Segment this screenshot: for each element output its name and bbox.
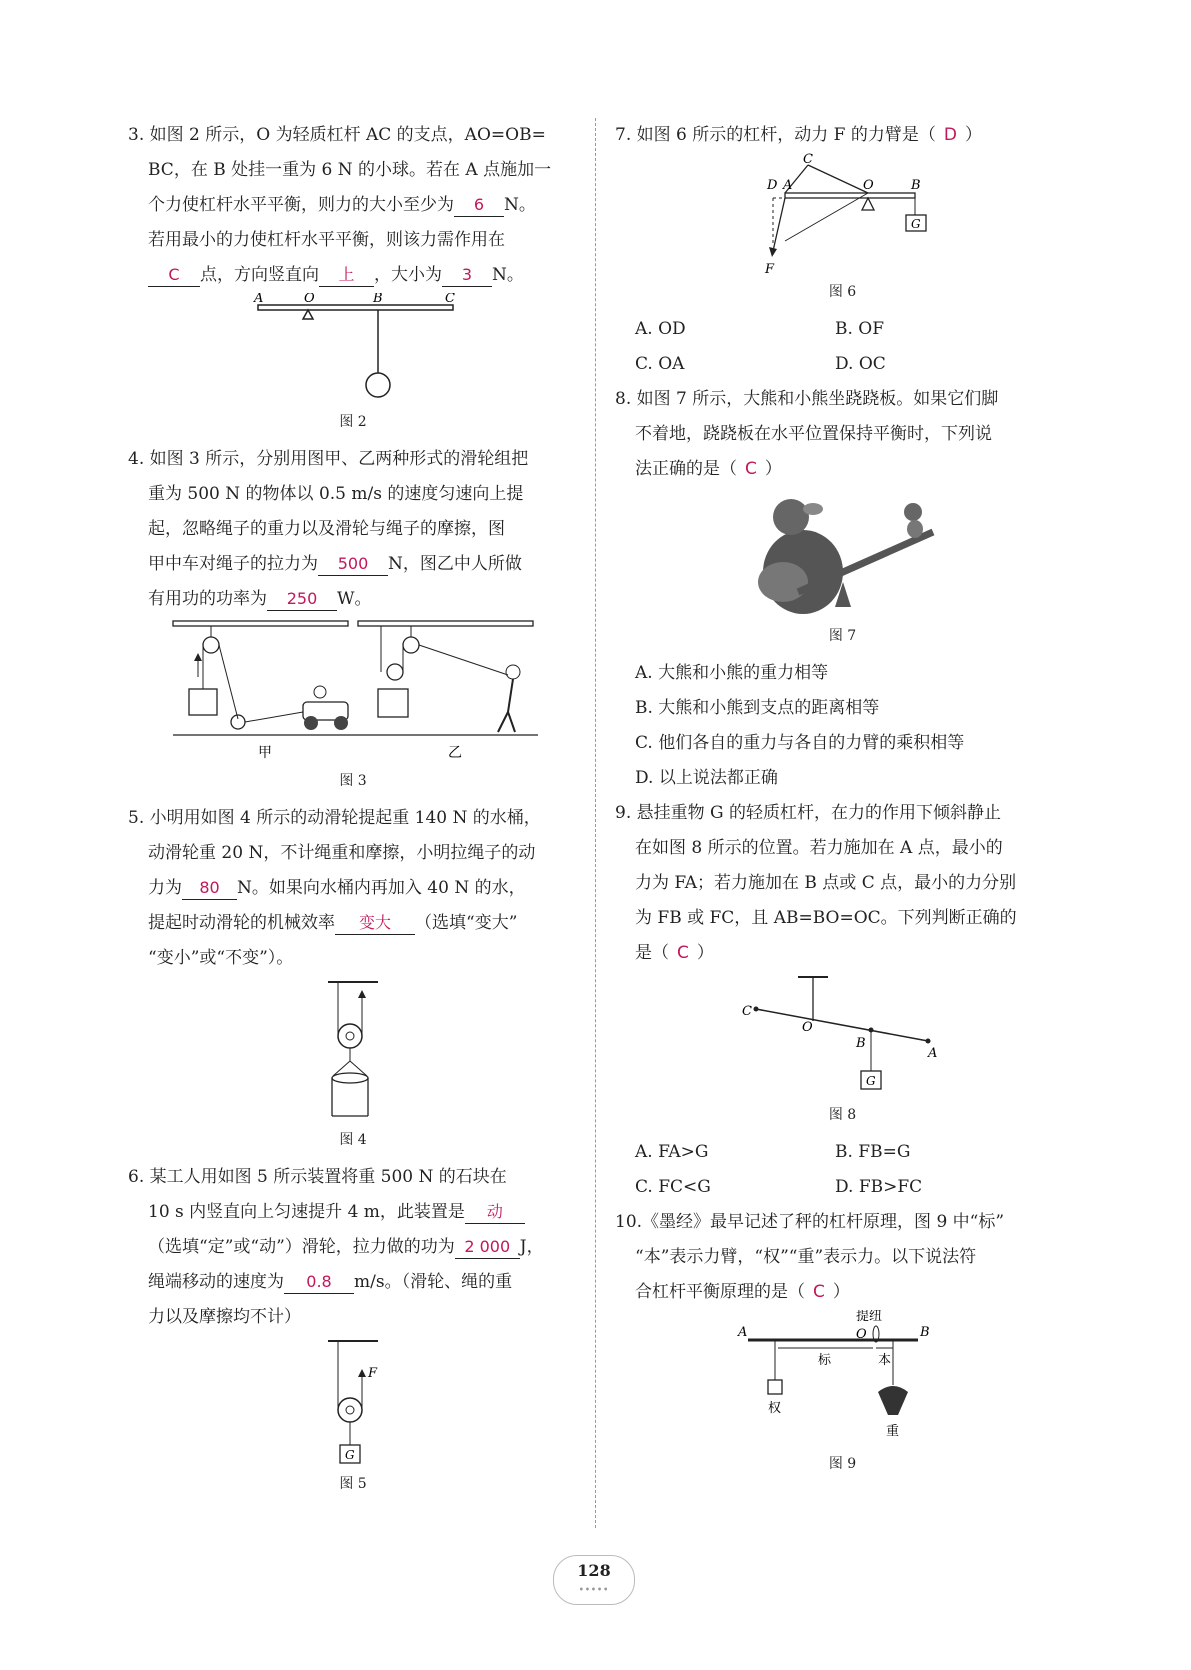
question-9	[615, 796, 1070, 1205]
q4-line5b: W。	[337, 589, 372, 609]
q7-option-c: C. OA	[635, 354, 685, 374]
question-6	[128, 1160, 578, 1494]
q8-option-d: D. 以上说法都正确	[635, 768, 778, 788]
q7-option-a: A. OD	[635, 319, 686, 339]
figure-2-lever	[238, 293, 468, 408]
q8-line3b: ）	[764, 459, 782, 479]
figure-2-caption: 图 2	[339, 414, 367, 430]
question-5	[128, 801, 578, 1150]
figure-5-caption: 图 5	[339, 1476, 367, 1492]
fig6-label-g: G	[910, 217, 921, 231]
q10-answer: C	[813, 1282, 825, 1302]
q10-line2: “本”表示力臂，“权”“重”表示力。以下说法符	[635, 1247, 977, 1267]
fig3-label-yi: 乙	[448, 745, 462, 761]
q6-line1: 6. 某工人用如图 5 所示装置将重 500 N 的石块在	[128, 1167, 507, 1187]
q4-answer-1: 500	[318, 553, 388, 576]
q8-options	[615, 656, 1070, 796]
q7-option-b: B. OF	[835, 319, 885, 339]
q9-line1: 9. 悬挂重物 G 的轻质杠杆，在力的作用下倾斜静止	[615, 803, 1002, 823]
q6-line5: 力以及摩擦均不计）	[148, 1307, 301, 1327]
page-number-dots: •••••	[578, 1584, 610, 1594]
figure-8-caption: 图 8	[828, 1107, 857, 1123]
q8-line3a: 法正确的是（	[635, 459, 737, 479]
fig9-label-zhong: 重	[885, 1424, 899, 1439]
fig6-label-b: B	[910, 178, 921, 193]
q9-option-a: A. FA>G	[635, 1142, 709, 1162]
q3-line5c: N。	[492, 265, 524, 285]
fig2-label-a: A	[254, 293, 264, 306]
fig8-label-g: G	[865, 1074, 876, 1088]
q10-line1: 10.《墨经》最早记述了秤的杠杆原理，图 9 中“标”	[615, 1212, 1005, 1232]
fig6-label-a: A	[782, 178, 792, 193]
figure-9-steelyard	[728, 1310, 958, 1450]
fig8-label-a: A	[927, 1046, 937, 1061]
q6-answer-2: 2 000	[455, 1236, 520, 1259]
fig2-label-b: B	[373, 293, 383, 306]
q7-answer: D	[943, 125, 957, 145]
figure-4-caption: 图 4	[339, 1132, 367, 1148]
q8-option-b: B. 大熊和小熊到支点的距离相等	[635, 698, 880, 718]
q6-line2a: 10 s 内竖直向上匀速提升 4 m，此装置是	[148, 1202, 465, 1222]
q3-answer-1: 6	[454, 194, 504, 217]
question-8	[615, 382, 1070, 796]
q5-line4a: 提起时动滑轮的机械效率	[148, 913, 335, 933]
q9-line5b: ）	[696, 943, 714, 963]
figure-5-movable-pulley	[293, 1335, 413, 1470]
fig9-label-tiniu: 提纽	[855, 1310, 882, 1324]
page-number	[553, 1555, 635, 1605]
fig6-label-c: C	[802, 153, 813, 167]
q7-option-d: D. OC	[835, 354, 886, 374]
right-column	[615, 118, 1070, 1484]
q3-line1: 3. 如图 2 所示，O 为轻质杠杆 AC 的支点，AO=OB=	[128, 125, 546, 145]
question-7	[615, 118, 1070, 382]
figure-7-caption: 图 7	[828, 628, 857, 644]
q4-line2: 重为 500 N 的物体以 0.5 m/s 的速度匀速向上提	[148, 484, 524, 504]
question-3	[128, 118, 578, 432]
q3-line3b: N。	[504, 195, 536, 215]
q3-line2: BC，在 B 处挂一重为 6 N 的小球。若在 A 点施加一	[148, 160, 552, 180]
q3-line4: 若用最小的力使杠杆水平平衡，则该力需作用在	[148, 230, 505, 250]
q8-line2: 不着地，跷跷板在水平位置保持平衡时，下列说	[635, 424, 992, 444]
q9-line3: 力为 FA；若力施加在 B 点或 C 点，最小的力分别	[635, 873, 1017, 893]
fig6-label-o: O	[862, 178, 874, 193]
figure-8-tilted-lever	[728, 971, 958, 1101]
q3-answer-4: 3	[442, 264, 492, 287]
fig6-label-f: F	[764, 262, 774, 277]
q8-line1: 8. 如图 7 所示，大熊和小熊坐跷跷板。如果它们脚	[615, 389, 999, 409]
q4-answer-2: 250	[267, 588, 337, 611]
figure-9-caption: 图 9	[828, 1456, 857, 1472]
q5-line2: 动滑轮重 20 N，不计绳重和摩擦，小明拉绳子的动	[148, 843, 536, 863]
q7-options	[615, 312, 1070, 382]
q7-line1a: 7. 如图 6 所示的杠杆，动力 F 的力臂是（	[615, 125, 936, 145]
q8-answer: C	[745, 459, 757, 479]
figure-4-movable-pulley-bucket	[293, 976, 413, 1126]
q9-answer: C	[677, 943, 689, 963]
figure-3-caption: 图 3	[339, 773, 367, 789]
q9-option-c: C. FC<G	[635, 1177, 711, 1197]
fig2-label-c: C	[445, 293, 455, 306]
q3-line5b: ，大小为	[374, 265, 442, 285]
q3-answer-3: 上	[319, 264, 374, 287]
fig9-label-ben: 本	[877, 1353, 891, 1368]
q3-line3a: 个力使杠杆水平平衡，则力的大小至少为	[148, 195, 454, 215]
q4-line4b: N，图乙中人所做	[388, 554, 522, 574]
figure-6-caption: 图 6	[828, 284, 857, 300]
q9-line5a: 是（	[635, 943, 669, 963]
fig9-label-b: B	[919, 1325, 930, 1340]
page-number-text: 128	[577, 1561, 611, 1580]
q5-line4b: （选填“变大”	[415, 913, 518, 933]
fig8-label-o: O	[801, 1020, 813, 1035]
q4-line5a: 有用功的功率为	[148, 589, 267, 609]
figure-3-pulley-systems	[153, 617, 553, 767]
q10-line3b: ）	[832, 1282, 850, 1302]
fig3-label-jia: 甲	[258, 745, 272, 761]
figure-7-bears-seesaw	[743, 487, 943, 622]
q4-line4a: 甲中车对绳子的拉力为	[148, 554, 318, 574]
question-10	[615, 1205, 1070, 1474]
fig9-label-o: O	[855, 1327, 867, 1342]
q7-line1b: ）	[964, 125, 982, 145]
q6-answer-1: 动	[465, 1201, 525, 1224]
q3-line5a: 点，方向竖直向	[200, 265, 319, 285]
q6-line4b: m/s。（滑轮、绳的重	[354, 1272, 513, 1292]
q5-line3a: 力为	[148, 878, 182, 898]
q5-answer-2: 变大	[335, 912, 415, 935]
q6-line3a: （选填“定”或“动”）滑轮，拉力做的功为	[148, 1237, 455, 1257]
figure-6-lever-with-force	[743, 153, 943, 278]
fig6-label-d: D	[766, 178, 777, 193]
left-column	[128, 118, 578, 1504]
q9-line2: 在如图 8 所示的位置。若力施加在 A 点，最小的	[635, 838, 1003, 858]
q6-answer-3: 0.8	[284, 1271, 354, 1294]
q8-option-a: A. 大熊和小熊的重力相等	[635, 663, 829, 683]
fig9-label-quan: 权	[767, 1401, 781, 1416]
q6-line3b: J，	[519, 1237, 544, 1257]
q5-line5: “变小”或“不变”）。	[148, 948, 294, 968]
q10-line3a: 合杠杆平衡原理的是（	[635, 1282, 805, 1302]
fig2-label-o: O	[304, 293, 315, 306]
q6-line4a: 绳端移动的速度为	[148, 1272, 284, 1292]
fig5-label-g: G	[345, 1448, 355, 1462]
q9-option-d: D. FB>FC	[835, 1177, 923, 1197]
q4-line3: 起，忽略绳子的重力以及滑轮与绳子的摩擦，图	[148, 519, 505, 539]
q5-line3b: N。如果向水桶内再加入 40 N 的水，	[237, 878, 526, 898]
q4-line1: 4. 如图 3 所示，分别用图甲、乙两种形式的滑轮组把	[128, 449, 529, 469]
fig8-label-b: B	[855, 1036, 866, 1051]
q3-answer-2: C	[148, 264, 200, 287]
q9-options	[615, 1135, 1070, 1205]
q8-option-c: C. 他们各自的重力与各自的力臂的乘积相等	[635, 733, 965, 753]
fig9-label-biao: 标	[817, 1353, 831, 1368]
fig5-label-f: F	[368, 1366, 378, 1381]
q9-option-b: B. FB=G	[835, 1142, 911, 1162]
fig9-label-a: A	[737, 1325, 747, 1340]
q5-line1: 5. 小明用如图 4 所示的动滑轮提起重 140 N 的水桶，	[128, 808, 541, 828]
fig8-label-c: C	[741, 1004, 752, 1019]
question-4	[128, 442, 578, 791]
q9-line4: 为 FB 或 FC，且 AB=BO=OC。下列判断正确的	[635, 908, 1017, 928]
q5-answer-1: 80	[182, 877, 237, 900]
column-divider	[595, 118, 596, 1528]
